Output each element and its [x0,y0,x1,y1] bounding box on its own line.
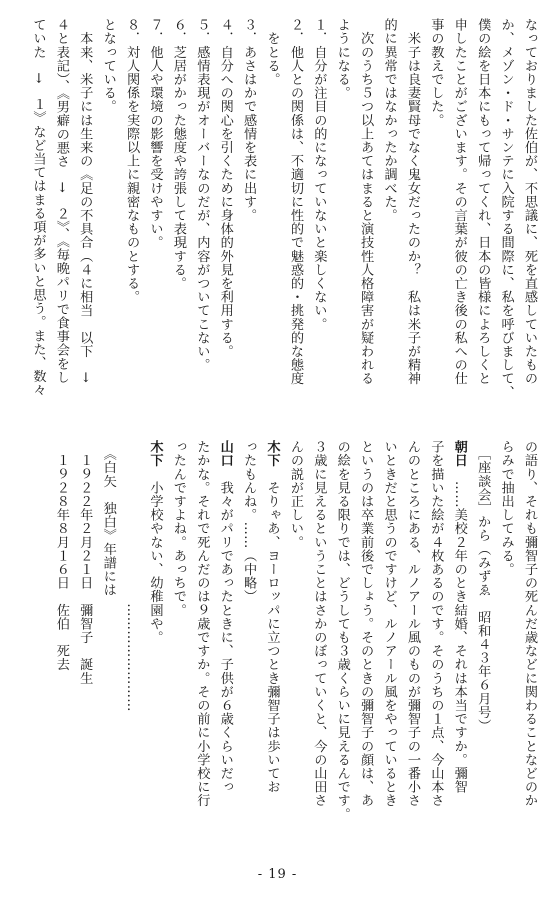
text-column: をとる。 [264,18,280,86]
text-column [167,440,190,845]
page-number: - 19 - [257,867,298,882]
text-column: 事の教えでした。 [428,18,444,127]
text-column [190,440,213,845]
column-text: んの説が正しい。 [287,440,303,549]
text-column: 本来、米子には生来の《足の不具合（４に相当 以下 → [77,18,93,384]
column-text: 子を描いた絵が４枚あるのです。そのうちの１点、今山本さ [428,440,444,808]
text-column [307,440,330,845]
text-column: 僕の絵を日本にもって帰ってくれ、日本の皆様によろしくと [475,18,491,386]
column-text: の語り、それも彌智子の死んだ歳などに関わることなどのか [522,440,537,808]
text-column: ４と表記）、《男癖の悪さ → ２》、《毎晩パリで食事会をし [53,18,69,384]
column-text: 小学校やない、幼稚園や。 [147,480,163,645]
text-column [49,440,72,845]
text-column [120,440,143,845]
text-column: １．自分が注目の的になっていないと楽しくない。 [311,18,327,331]
text-column: 次のうち５つ以上あてはまると演技性人格障害が疑われる [358,18,374,386]
text-column [96,440,119,845]
text-column [73,440,96,845]
column-text: んのところにある、ルノアール風のものが彌智子の一番小さ [404,440,420,808]
text-column: 申したことがございます。その言葉が彼の亡き後の私への仕 [451,18,467,386]
speaker-name: 山口 [217,440,233,468]
dialogue-column [143,440,166,845]
column-text: １９２２年２月２１日 彌智子 誕生 [77,440,93,685]
text-column: ８．対人関係を実際以上に親密なものとする。 [124,18,140,304]
text-column [518,440,541,845]
column-text: １９２８年８月１６日 佐伯 死去 [53,440,69,672]
dialogue-column [213,440,236,845]
text-column: ５．感情表現がオーバーなのだが、内容がついてこない。 [194,18,210,372]
column-text: ったもんね。……（中略） [241,440,257,604]
column-text: 《白矢 独白》年譜には [100,440,116,597]
text-column [237,440,260,845]
text-column: なっておりました佐伯が、不思議に、死を直感していたもの [522,18,537,386]
column-text: ……美校２年のとき結婚、それは本当ですか。彌智 [451,480,467,794]
text-column [377,440,400,845]
column-text: の絵を見る限りでは、どうしても３歳くらいに見えるんです。 [334,440,350,821]
speaker-name: 木下 [147,440,163,468]
column-text: …………………… [124,440,140,712]
text-column: ようになる。 [334,18,350,100]
text-column: ７．他人や環境の影響を受けやすい。 [147,18,163,250]
column-text: たかな。それで死んだのは９歳ですか。その前に小学校に行 [194,440,210,808]
column-text: らみで抽出してみる。 [498,440,514,576]
speaker-name: 木下 [264,440,280,468]
lower-text-block [53,440,541,845]
text-column: 的に異常ではなかったか調べた。 [381,18,397,222]
text-column: ４．自分への関心を引くために身体的外見を利用する。 [217,18,233,358]
column-text: 我々がパリであったときに、子供が６歳くらいだっ [217,480,233,794]
text-column: ３．あさはかで感情を表に出す。 [241,18,257,222]
column-text: ったんですよね。あっちで。 [170,440,186,617]
text-column [494,440,517,845]
dialogue-column [447,440,470,845]
dialogue-column [260,440,283,845]
text-column [284,440,307,845]
column-text: というのは卒業前後でしょう。そのときの彌智子の顔は、あ [358,440,374,808]
text-column [471,440,494,845]
column-text: いときだと思うのですけど、ルノアール風をやっているとき [381,440,397,808]
text-column [424,440,447,845]
text-column: ６．芝居がかった態度や誇張して表現する。 [170,18,186,290]
text-column [330,440,353,845]
speaker-name: 朝日 [451,440,467,468]
text-column [401,440,424,845]
column-text: そりゃあ、ヨーロッパに立つとき彌智子は歩いてお [264,480,280,794]
text-column: か、メゾン・ド・サンテに入院する間際に、私を呼びまして、 [498,18,514,399]
text-column [354,440,377,845]
text-column: ２．他人との関係は、不適切に性的で魅惑的・挑発的な態度 [287,18,303,386]
column-text: ［座談会］から（みずゑ 昭和４３年６月号） [475,440,491,733]
column-text: ３歳に見えるということはさかのぼっていくと、今の山田さ [311,440,327,808]
text-column: ていた → １》など当てはまる項が多いと思う。また、数々 [30,18,46,397]
upper-text-block [11,18,541,413]
text-column: 米子は良妻賢母でなく鬼女だったのか？ 私は米子が精神 [404,18,420,386]
text-column: となっている。 [100,18,116,114]
